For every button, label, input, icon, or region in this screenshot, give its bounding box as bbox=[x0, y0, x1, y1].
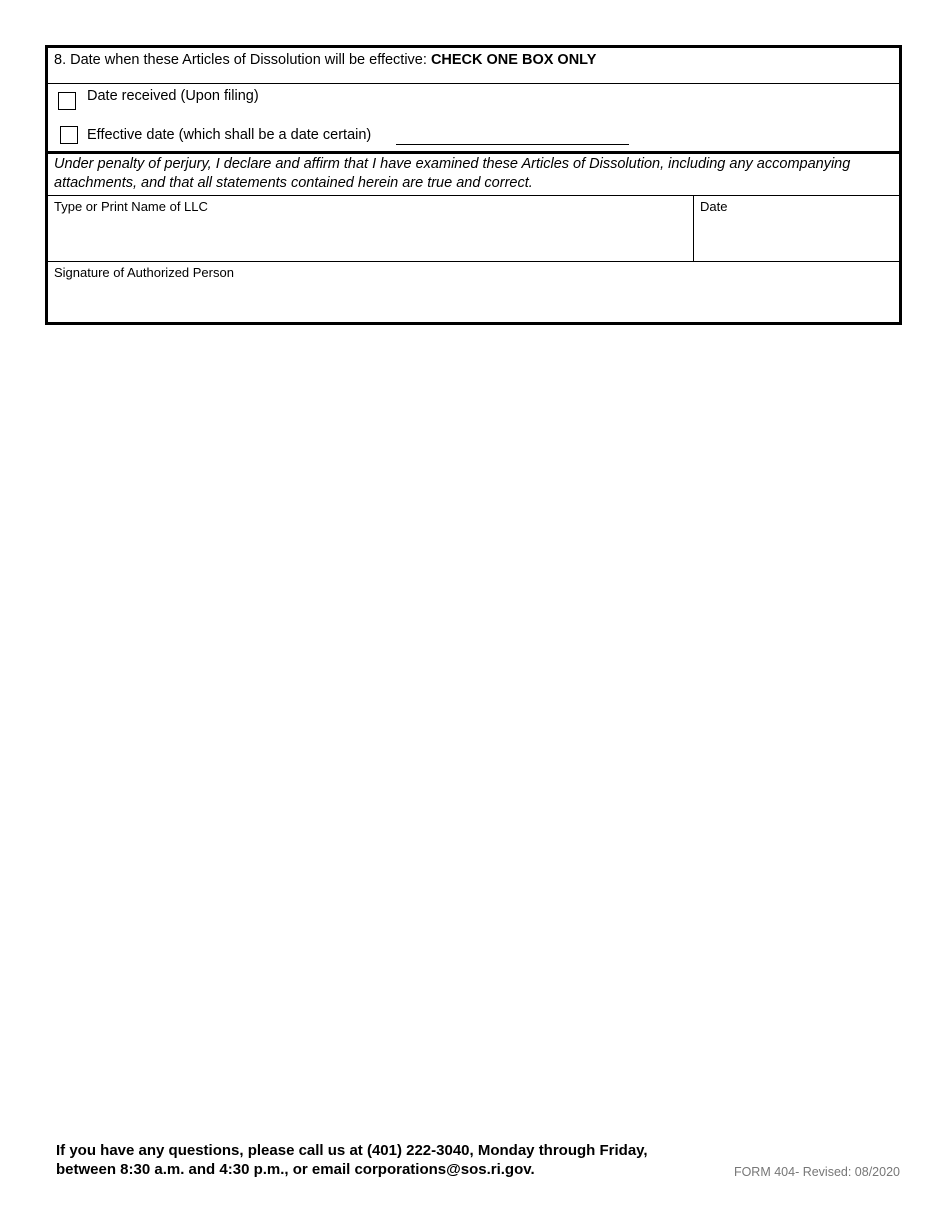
form-revision-id: FORM 404- Revised: 08/2020 bbox=[733, 1165, 900, 1179]
perjury-attestation bbox=[48, 154, 899, 196]
llc-name-field[interactable] bbox=[48, 196, 694, 261]
date-received-checkbox[interactable] bbox=[58, 92, 76, 110]
section-8-header bbox=[48, 48, 899, 84]
effective-date-label: Effective date (which shall be a date certain) bbox=[87, 127, 372, 143]
date-field[interactable] bbox=[694, 196, 899, 261]
attestation-text: Under penalty of perjury, I declare and affirm that I have examined these Articles of Dissolution, including any accompanying attachments, and that all statements contained herein are true and correct. bbox=[54, 156, 851, 191]
effective-date-checkbox[interactable] bbox=[60, 126, 78, 144]
contact-info bbox=[56, 1141, 648, 1179]
name-date-row bbox=[48, 196, 899, 262]
date-label: Date bbox=[700, 199, 728, 214]
signature-label: Signature of Authorized Person bbox=[54, 265, 234, 280]
date-received-label: Date received (Upon filing) bbox=[87, 88, 259, 104]
check-one-box-only: CHECK ONE BOX ONLY bbox=[430, 52, 597, 68]
llc-name-label: Type or Print Name of LLC bbox=[54, 199, 208, 214]
section-8-heading-text: 8. Date when these Articles of Dissolution will be effective: bbox=[54, 52, 431, 68]
contact-line-2: between 8:30 a.m. and 4:30 p.m., or email corporations@sos.ri.gov. bbox=[56, 1161, 535, 1178]
contact-line-1: If you have any questions, please call us at (401) 222-3040, Monday through Friday, bbox=[56, 1142, 648, 1159]
signature-field[interactable] bbox=[48, 262, 899, 325]
section-8-heading bbox=[54, 52, 596, 68]
effective-date-options bbox=[48, 84, 899, 154]
dissolution-form-section bbox=[45, 45, 902, 325]
effective-date-input-line[interactable] bbox=[396, 144, 629, 145]
